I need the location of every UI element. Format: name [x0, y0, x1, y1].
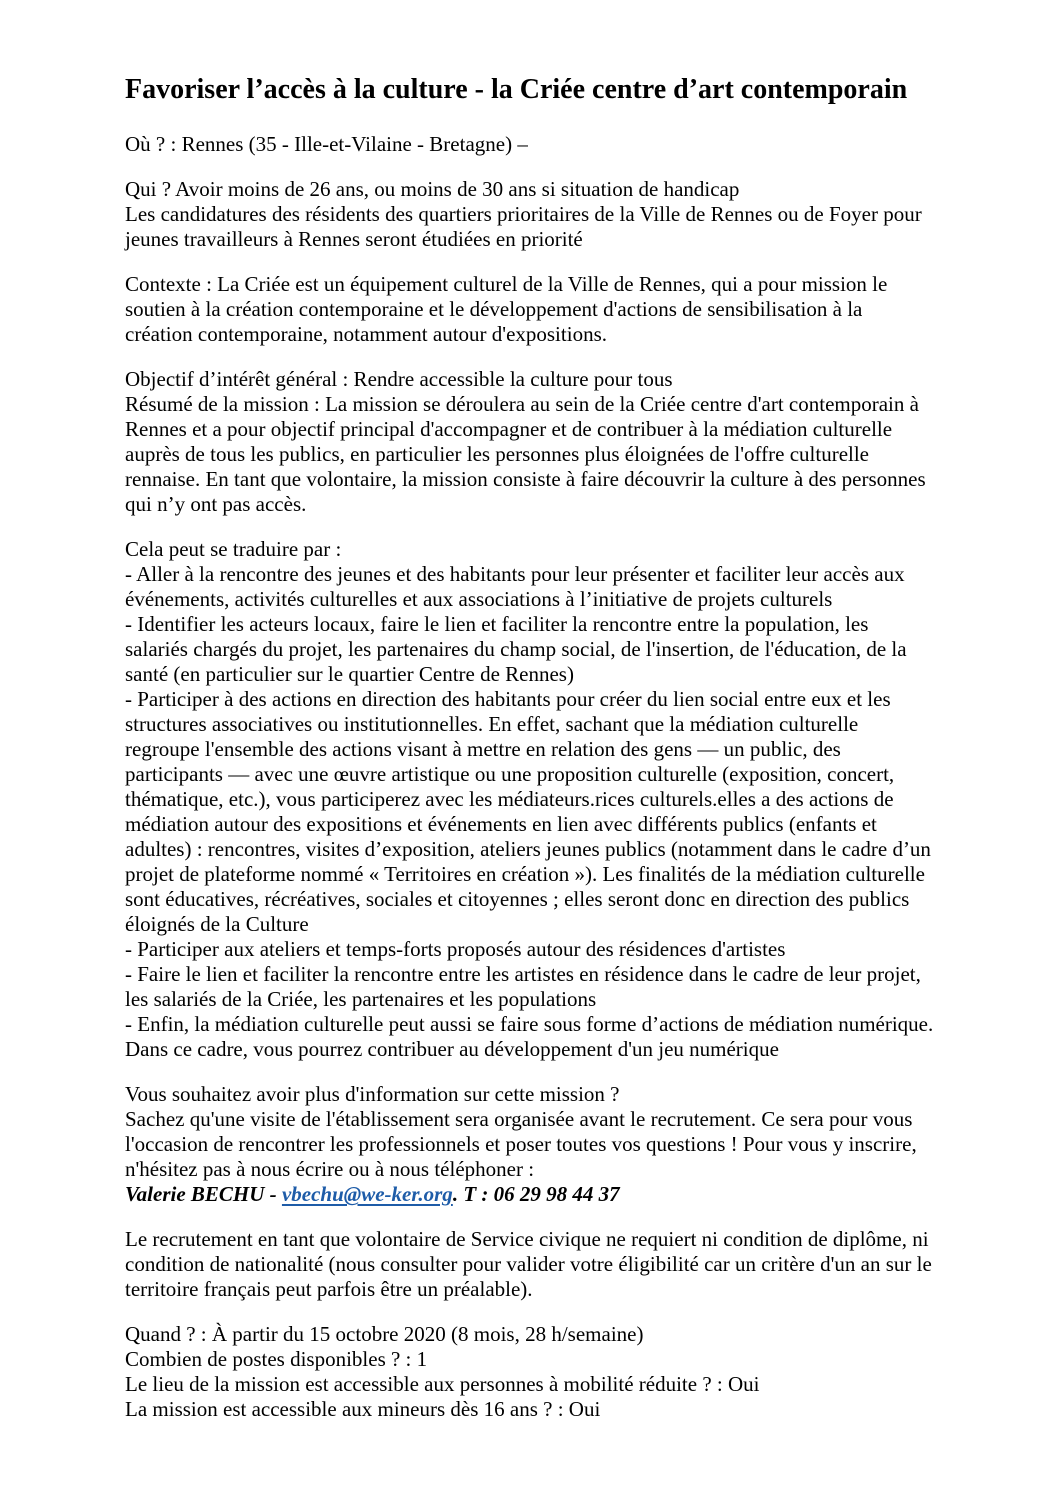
- paragraph: [125, 1082, 935, 1207]
- paragraph: [125, 1227, 935, 1302]
- document-body: [125, 132, 935, 1422]
- text-line: - Faire le lien et faciliter la rencontre entre les artistes en résidence dans le cadre de leur projet, les salariés de la Criée, les partenaires et les populations: [125, 962, 921, 1011]
- text-line: Cela peut se traduire par :: [125, 537, 342, 561]
- text-line: Vous souhaitez avoir plus d'information sur cette mission ?: [125, 1082, 620, 1106]
- text-line: Résumé de la mission : La mission se déroulera au sein de la Criée centre d'art contemporain à Rennes et a pour objectif principal d'accompagner et de contribuer à la médiation culturelle auprès de tous les publics, en particulier les personnes plus éloignées de l'offre culturelle rennaise. En tant que volontaire, la mission consiste à faire découvrir la culture à des personnes qui n’y ont pas accès.: [125, 392, 926, 516]
- paragraph: [125, 132, 935, 157]
- text-line: Sachez qu'une visite de l'établissement sera organisée avant le recrutement. Ce sera pour vous l'occasion de rencontrer les professionnels et poser toutes vos questions ! Pour vous y inscrire, n'hésitez pas à nous écrire ou à nous téléphoner :: [125, 1107, 917, 1181]
- contact-text: Valerie BECHU -: [125, 1182, 282, 1206]
- text-line: Qui ? Avoir moins de 26 ans, ou moins de 30 ans si situation de handicap: [125, 177, 740, 201]
- text-line: - Participer à des actions en direction des habitants pour créer du lien social entre eux et les structures associatives ou institutionnelles. En effet, sachant que la médiation culturelle regroupe l'ensemble des actions visant à mettre en relation des gens — un public, des participants — avec une œuvre artistique ou une proposition culturelle (exposition, concert, thématique, etc.), vous participerez avec les médiateurs.rices culturels.elles a des actions de médiation autour des expositions et événements en lien avec différents publics (enfants et adultes) : rencontres, visites d’exposition, ateliers jeunes publics (notamment dans le cadre d’un projet de plateforme nommé « Territoires en création »). Les finalités de la médiation culturelle sont éducatives, récréatives, sociales et citoyennes ; elles seront donc en direction des publics éloignés de la Culture: [125, 687, 931, 936]
- paragraph: [125, 272, 935, 347]
- email-link[interactable]: vbechu@we-ker.org: [281, 1182, 453, 1206]
- text-line: Contexte : La Criée est un équipement culturel de la Ville de Rennes, qui a pour mission le soutien à la création contemporaine et le développement d'actions de sensibilisation à la création contemporaine, notamment autour d'expositions.: [125, 272, 888, 346]
- text-line: Le recrutement en tant que volontaire de Service civique ne requiert ni condition de diplôme, ni condition de nationalité (nous consulter pour valider votre éligibilité car un critère d'un an sur le territoire français peut parfois être un préalable).: [125, 1227, 932, 1301]
- contact-line: [125, 1182, 935, 1207]
- text-line: - Participer aux ateliers et temps-forts proposés autour des résidences d'artistes: [125, 937, 786, 961]
- paragraph: [125, 537, 935, 1062]
- text-line: Où ? : Rennes (35 - Ille-et-Vilaine - Bretagne) –: [125, 132, 528, 156]
- text-line: - Aller à la rencontre des jeunes et des habitants pour leur présenter et faciliter leur accès aux événements, activités culturelles et aux associations à l’initiative de projets culturels: [125, 562, 905, 611]
- text-line: Objectif d’intérêt général : Rendre accessible la culture pour tous: [125, 367, 673, 391]
- document-title: Favoriser l’accès à la culture - la Criée centre d’art contemporain: [125, 74, 908, 105]
- text-line: La mission est accessible aux mineurs dès 16 ans ? : Oui: [125, 1397, 601, 1421]
- text-line: Quand ? : À partir du 15 octobre 2020 (8 mois, 28 h/semaine): [125, 1322, 644, 1346]
- text-line: Combien de postes disponibles ? : 1: [125, 1347, 428, 1371]
- contact-text: . T : 06 29 98 44 37: [452, 1182, 620, 1206]
- paragraph: [125, 367, 935, 517]
- paragraph: [125, 1322, 935, 1422]
- text-line: - Identifier les acteurs locaux, faire le lien et faciliter la rencontre entre la population, les salariés chargés du projet, les partenaires du champ social, de l'insertion, de l'éducation, de la santé (en particulier sur le quartier Centre de Rennes): [125, 612, 907, 686]
- text-line: Les candidatures des résidents des quartiers prioritaires de la Ville de Rennes ou de Foyer pour jeunes travailleurs à Rennes seront étudiées en priorité: [125, 202, 922, 251]
- text-line: Le lieu de la mission est accessible aux personnes à mobilité réduite ? : Oui: [125, 1372, 760, 1396]
- paragraph: [125, 177, 935, 252]
- text-line: - Enfin, la médiation culturelle peut aussi se faire sous forme d’actions de médiation numérique. Dans ce cadre, vous pourrez contribuer au développement d'un jeu numérique: [125, 1012, 934, 1061]
